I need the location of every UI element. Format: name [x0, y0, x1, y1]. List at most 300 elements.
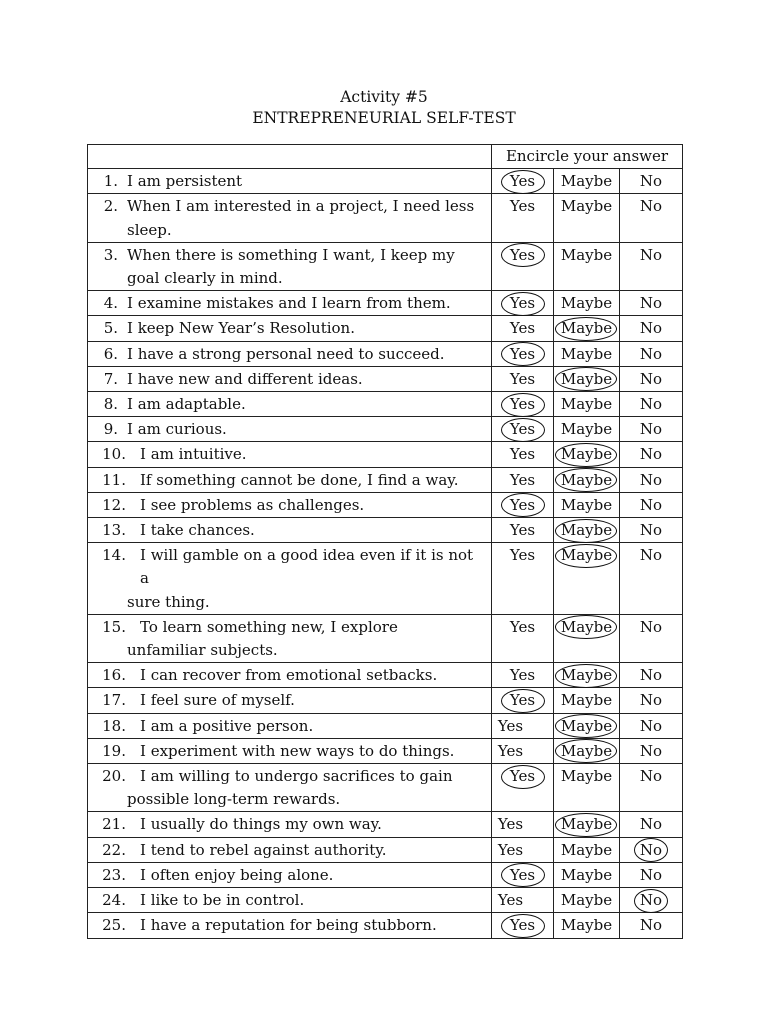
- answer-maybe-cell[interactable]: [554, 862, 620, 887]
- answer-label: Yes: [509, 546, 536, 565]
- answer-maybe-cell[interactable]: [554, 242, 620, 290]
- item-number: 4.: [103, 294, 118, 313]
- answer-label: Yes: [509, 172, 536, 191]
- item-number: 21.: [102, 815, 126, 834]
- answer-option-maybe[interactable]: [561, 864, 612, 887]
- statement-text: I am intuitive.: [140, 445, 247, 464]
- answer-option-no[interactable]: [640, 443, 662, 466]
- answer-yes-cell[interactable]: [492, 467, 554, 492]
- answer-maybe-cell[interactable]: [554, 392, 620, 417]
- answer-circle-mark: [501, 493, 545, 517]
- answer-circle-mark: [501, 243, 545, 267]
- answer-maybe-cell[interactable]: [554, 888, 620, 913]
- statement-cell: [88, 366, 492, 391]
- answer-maybe-cell[interactable]: [554, 812, 620, 837]
- answer-label: Maybe: [560, 916, 613, 935]
- answer-label: Maybe: [560, 445, 613, 464]
- item-number: 20.: [102, 767, 126, 786]
- answer-yes-cell[interactable]: [492, 614, 554, 662]
- answer-maybe-cell[interactable]: [554, 713, 620, 738]
- answer-label: No: [639, 840, 663, 859]
- answer-option-yes[interactable]: [510, 368, 535, 391]
- item-number: 3.: [103, 245, 118, 264]
- statement-cell: [88, 242, 492, 290]
- statement-text: I keep New Year’s Resolution.: [127, 319, 355, 338]
- item-number: 2.: [103, 197, 118, 216]
- answer-label: Yes: [509, 691, 536, 710]
- statement-text: I can recover from emotional setbacks.: [140, 666, 438, 685]
- item-number: 25.: [102, 916, 126, 935]
- statement-cell: [88, 169, 492, 194]
- answer-option-maybe[interactable]: [561, 813, 612, 836]
- statement-cell: [88, 862, 492, 887]
- answer-label: Maybe: [560, 420, 613, 439]
- answer-yes-cell[interactable]: [492, 169, 554, 194]
- statement-cell: [88, 837, 492, 862]
- answer-no-cell[interactable]: [620, 614, 683, 662]
- answer-option-yes[interactable]: [510, 689, 535, 712]
- answer-label: Yes: [509, 395, 536, 414]
- statement-header-cell: [88, 145, 492, 169]
- table-row: [88, 518, 683, 543]
- answer-label: No: [639, 245, 663, 264]
- test-title: ENTREPRENEURIAL SELF-TEST: [252, 109, 516, 127]
- answer-label: Maybe: [560, 344, 613, 363]
- answer-circle-mark: [555, 367, 617, 391]
- answer-option-maybe[interactable]: [561, 393, 612, 416]
- answer-option-yes[interactable]: [510, 292, 535, 315]
- answer-no-cell[interactable]: [620, 688, 683, 713]
- answer-option-maybe[interactable]: [561, 914, 612, 937]
- answer-option-yes[interactable]: [510, 544, 535, 567]
- answer-option-maybe[interactable]: [561, 443, 612, 466]
- statement-text: When there is something I want, I keep my: [127, 245, 455, 264]
- answer-yes-cell[interactable]: [492, 417, 554, 442]
- answer-label: Maybe: [560, 840, 613, 859]
- answer-no-cell[interactable]: [620, 913, 683, 938]
- table-row: [88, 738, 683, 763]
- answer-label: No: [639, 815, 663, 834]
- answer-yes-cell[interactable]: [492, 194, 554, 242]
- table-row: [88, 688, 683, 713]
- answer-label: No: [639, 344, 663, 363]
- answer-option-maybe[interactable]: [561, 689, 612, 712]
- answer-no-cell[interactable]: [620, 366, 683, 391]
- answer-yes-cell[interactable]: [492, 543, 554, 615]
- answer-option-maybe[interactable]: [561, 519, 612, 542]
- answer-circle-mark: [501, 914, 545, 938]
- answer-yes-cell[interactable]: [492, 888, 554, 913]
- answer-no-cell[interactable]: [620, 888, 683, 913]
- answer-option-maybe[interactable]: [561, 664, 612, 687]
- statement-text: I am adaptable.: [127, 395, 246, 414]
- answer-yes-cell[interactable]: [492, 492, 554, 517]
- answer-maybe-cell[interactable]: [554, 837, 620, 862]
- item-number: 14.: [102, 546, 126, 565]
- answer-yes-cell[interactable]: [492, 688, 554, 713]
- answer-option-no[interactable]: [640, 715, 662, 738]
- answer-maybe-cell[interactable]: [554, 614, 620, 662]
- answer-option-maybe[interactable]: [561, 292, 612, 315]
- answer-circle-mark: [501, 170, 545, 194]
- table-row: [88, 194, 683, 242]
- answer-option-no[interactable]: [640, 393, 662, 416]
- answer-maybe-cell[interactable]: [554, 543, 620, 615]
- answer-label: Yes: [509, 916, 536, 935]
- table-row: [88, 764, 683, 812]
- statement-cell: [88, 812, 492, 837]
- answer-option-no[interactable]: [640, 317, 662, 340]
- answer-option-maybe[interactable]: [561, 317, 612, 340]
- statement-cell: [88, 392, 492, 417]
- statement-text: I often enjoy being alone.: [140, 865, 334, 884]
- answer-no-cell[interactable]: [620, 467, 683, 492]
- answer-no-cell[interactable]: [620, 812, 683, 837]
- answer-maybe-cell[interactable]: [554, 417, 620, 442]
- answer-option-yes[interactable]: [510, 864, 535, 887]
- answer-no-cell[interactable]: [620, 837, 683, 862]
- answer-yes-cell[interactable]: [492, 764, 554, 812]
- answer-label: Yes: [509, 865, 536, 884]
- statement-cell: [88, 316, 492, 341]
- item-number: 17.: [102, 691, 126, 710]
- answer-option-yes[interactable]: [498, 813, 523, 836]
- table-row: [88, 291, 683, 316]
- answer-option-yes[interactable]: [510, 195, 535, 218]
- answer-option-maybe[interactable]: [561, 244, 612, 267]
- answer-label: Yes: [509, 470, 536, 489]
- statement-cell: [88, 614, 492, 662]
- answer-maybe-cell[interactable]: [554, 169, 620, 194]
- answer-yes-cell[interactable]: [492, 518, 554, 543]
- answer-maybe-cell[interactable]: [554, 764, 620, 812]
- answer-option-yes[interactable]: [510, 469, 535, 492]
- statement-text: I feel sure of myself.: [140, 691, 295, 710]
- item-number: 10.: [102, 445, 126, 464]
- table-row: [88, 663, 683, 688]
- answer-option-maybe[interactable]: [561, 715, 612, 738]
- statement-cell: [88, 543, 492, 615]
- answer-option-no[interactable]: [640, 544, 662, 567]
- answer-yes-cell[interactable]: [492, 392, 554, 417]
- answer-option-no[interactable]: [640, 689, 662, 712]
- answer-yes-cell[interactable]: [492, 442, 554, 467]
- answer-no-cell[interactable]: [620, 543, 683, 615]
- answer-circle-mark: [555, 739, 617, 763]
- answer-option-no[interactable]: [640, 864, 662, 887]
- statement-text: I have a reputation for being stubborn.: [140, 916, 437, 935]
- answer-maybe-cell[interactable]: [554, 688, 620, 713]
- answer-option-no[interactable]: [640, 519, 662, 542]
- statement-cell: [88, 442, 492, 467]
- answer-circle-mark: [501, 342, 545, 366]
- answer-label: Maybe: [560, 617, 613, 636]
- answer-option-maybe[interactable]: [561, 889, 612, 912]
- answer-option-yes[interactable]: [510, 244, 535, 267]
- statement-text: I have new and different ideas.: [127, 369, 363, 388]
- answer-option-yes[interactable]: [498, 715, 523, 738]
- answer-option-yes[interactable]: [498, 740, 523, 763]
- answer-no-cell[interactable]: [620, 738, 683, 763]
- answer-option-yes[interactable]: [510, 664, 535, 687]
- answer-option-maybe[interactable]: [561, 544, 612, 567]
- answer-label: Yes: [509, 617, 536, 636]
- answer-label: No: [639, 741, 663, 760]
- answer-label: Yes: [509, 445, 536, 464]
- answer-option-no[interactable]: [640, 813, 662, 836]
- statement-text: I examine mistakes and I learn from them.: [127, 294, 451, 313]
- item-number: 7.: [103, 369, 118, 388]
- answer-no-cell[interactable]: [620, 713, 683, 738]
- answer-option-yes[interactable]: [510, 443, 535, 466]
- item-number: 16.: [102, 666, 126, 685]
- answer-label: Maybe: [560, 197, 613, 216]
- answer-yes-cell[interactable]: [492, 713, 554, 738]
- answer-yes-cell[interactable]: [492, 812, 554, 837]
- answer-maybe-cell[interactable]: [554, 913, 620, 938]
- table-row: [88, 837, 683, 862]
- answer-yes-cell[interactable]: [492, 316, 554, 341]
- answer-maybe-cell[interactable]: [554, 341, 620, 366]
- answer-label: No: [639, 916, 663, 935]
- table-row: [88, 417, 683, 442]
- answer-option-yes[interactable]: [498, 889, 523, 912]
- item-number: 1.: [103, 172, 118, 191]
- answer-label: No: [639, 369, 663, 388]
- answer-yes-cell[interactable]: [492, 366, 554, 391]
- answer-yes-cell[interactable]: [492, 291, 554, 316]
- answer-maybe-cell[interactable]: [554, 492, 620, 517]
- answer-no-cell[interactable]: [620, 341, 683, 366]
- table-row: [88, 242, 683, 290]
- answer-yes-cell[interactable]: [492, 913, 554, 938]
- statement-text-continued: unfamiliar subjects.: [127, 641, 278, 660]
- answer-yes-cell[interactable]: [492, 837, 554, 862]
- statement-cell: [88, 518, 492, 543]
- statement-text: When I am interested in a project, I need less: [127, 197, 475, 216]
- answer-option-maybe[interactable]: [561, 343, 612, 366]
- answer-option-yes[interactable]: [498, 839, 523, 862]
- answer-circle-mark: [555, 468, 617, 492]
- item-number: 6.: [103, 344, 118, 363]
- answer-circle-mark: [501, 689, 545, 713]
- answer-option-no[interactable]: [640, 839, 662, 862]
- statement-cell: [88, 688, 492, 713]
- answer-no-cell[interactable]: [620, 862, 683, 887]
- answer-label: Yes: [509, 420, 536, 439]
- answer-maybe-cell[interactable]: [554, 467, 620, 492]
- answer-option-no[interactable]: [640, 469, 662, 492]
- answer-circle-mark: [501, 393, 545, 417]
- answer-label: Yes: [509, 319, 536, 338]
- table-row: [88, 913, 683, 938]
- answer-label: No: [639, 445, 663, 464]
- statement-cell: [88, 194, 492, 242]
- answer-label: No: [639, 197, 663, 216]
- answer-option-yes[interactable]: [510, 393, 535, 416]
- statement-text-continued: goal clearly in mind.: [127, 269, 283, 288]
- answer-yes-cell[interactable]: [492, 663, 554, 688]
- answer-no-cell[interactable]: [620, 663, 683, 688]
- answer-option-yes[interactable]: [510, 317, 535, 340]
- answer-option-yes[interactable]: [510, 170, 535, 193]
- answer-label: Maybe: [560, 319, 613, 338]
- answer-option-no[interactable]: [640, 889, 662, 912]
- answer-label: Yes: [497, 840, 524, 859]
- answer-yes-cell[interactable]: [492, 242, 554, 290]
- answer-no-cell[interactable]: [620, 194, 683, 242]
- statement-cell: [88, 738, 492, 763]
- answer-yes-cell[interactable]: [492, 862, 554, 887]
- item-number: 12.: [102, 495, 126, 514]
- answer-option-maybe[interactable]: [561, 368, 612, 391]
- statement-text: I am a positive person.: [140, 716, 314, 735]
- statement-text: I am curious.: [127, 420, 227, 439]
- statement-text: I take chances.: [140, 521, 255, 540]
- answer-option-yes[interactable]: [510, 765, 535, 788]
- answer-label: Yes: [509, 666, 536, 685]
- answer-label: Maybe: [560, 891, 613, 910]
- answer-option-maybe[interactable]: [561, 469, 612, 492]
- table-row: [88, 713, 683, 738]
- answer-label: Maybe: [560, 741, 613, 760]
- answer-label: Maybe: [560, 815, 613, 834]
- answer-option-maybe[interactable]: [561, 765, 612, 788]
- answer-label: Maybe: [560, 546, 613, 565]
- item-number: 22.: [102, 840, 126, 859]
- answer-option-no[interactable]: [640, 244, 662, 267]
- answer-option-no[interactable]: [640, 616, 662, 639]
- answer-maybe-cell[interactable]: [554, 663, 620, 688]
- answer-option-no[interactable]: [640, 914, 662, 937]
- table-row: [88, 543, 683, 615]
- answer-maybe-cell[interactable]: [554, 316, 620, 341]
- answer-yes-cell[interactable]: [492, 738, 554, 763]
- table-row: [88, 614, 683, 662]
- answer-no-cell[interactable]: [620, 442, 683, 467]
- answer-label: Maybe: [560, 767, 613, 786]
- answer-no-cell[interactable]: [620, 518, 683, 543]
- table-row: [88, 316, 683, 341]
- answer-circle-mark: [501, 292, 545, 316]
- item-number: 9.: [103, 420, 118, 439]
- answer-option-maybe[interactable]: [561, 418, 612, 441]
- answer-column-header: Encircle your answer: [492, 145, 683, 169]
- item-number: 13.: [102, 521, 126, 540]
- statement-text: I will gamble on a good idea even if it is not a: [140, 546, 474, 588]
- answer-option-no[interactable]: [640, 418, 662, 441]
- answer-option-yes[interactable]: [510, 914, 535, 937]
- answer-option-no[interactable]: [640, 494, 662, 517]
- answer-label: Yes: [509, 369, 536, 388]
- answer-circle-mark: [555, 443, 617, 467]
- answer-option-yes[interactable]: [510, 616, 535, 639]
- answer-option-yes[interactable]: [510, 519, 535, 542]
- answer-option-no[interactable]: [640, 740, 662, 763]
- answer-no-cell[interactable]: [620, 242, 683, 290]
- answer-option-no[interactable]: [640, 368, 662, 391]
- statement-text-continued: sleep.: [127, 220, 172, 239]
- answer-option-maybe[interactable]: [561, 170, 612, 193]
- answer-label: No: [639, 470, 663, 489]
- answer-option-maybe[interactable]: [561, 839, 612, 862]
- answer-label: No: [639, 319, 663, 338]
- answer-label: No: [639, 495, 663, 514]
- answer-no-cell[interactable]: [620, 169, 683, 194]
- answer-circle-mark: [555, 615, 617, 639]
- answer-option-no[interactable]: [640, 195, 662, 218]
- answer-circle-mark: [555, 317, 617, 341]
- answer-option-maybe[interactable]: [561, 616, 612, 639]
- answer-label: No: [639, 420, 663, 439]
- answer-no-cell[interactable]: [620, 291, 683, 316]
- answer-label: Maybe: [560, 666, 613, 685]
- activity-title: Activity #5: [340, 88, 428, 106]
- answer-label: Maybe: [560, 865, 613, 884]
- answer-option-yes[interactable]: [510, 418, 535, 441]
- answer-option-no[interactable]: [640, 343, 662, 366]
- statement-text: I have a strong personal need to succeed.: [127, 344, 445, 363]
- answer-label: Maybe: [560, 395, 613, 414]
- statement-text: I see problems as challenges.: [140, 495, 365, 514]
- answer-maybe-cell[interactable]: [554, 518, 620, 543]
- table-row: [88, 341, 683, 366]
- answer-no-cell[interactable]: [620, 316, 683, 341]
- answer-label: Yes: [509, 245, 536, 264]
- answer-label: No: [639, 294, 663, 313]
- answer-option-maybe[interactable]: [561, 740, 612, 763]
- table-row: [88, 467, 683, 492]
- statement-text: I am willing to undergo sacrifices to gain: [140, 767, 453, 786]
- table-row: [88, 812, 683, 837]
- answer-no-cell[interactable]: [620, 417, 683, 442]
- answer-label: Maybe: [560, 521, 613, 540]
- answer-option-yes[interactable]: [510, 343, 535, 366]
- answer-option-yes[interactable]: [510, 494, 535, 517]
- table-row: [88, 492, 683, 517]
- statement-cell: [88, 417, 492, 442]
- answer-option-maybe[interactable]: [561, 195, 612, 218]
- answer-label: Maybe: [560, 294, 613, 313]
- answer-option-no[interactable]: [640, 292, 662, 315]
- answer-label: No: [639, 865, 663, 884]
- statement-cell: [88, 341, 492, 366]
- answer-label: Yes: [497, 741, 524, 760]
- statement-text: I experiment with new ways to do things.: [140, 741, 455, 760]
- answer-label: Maybe: [560, 245, 613, 264]
- answer-maybe-cell[interactable]: [554, 738, 620, 763]
- answer-label: Yes: [509, 521, 536, 540]
- statement-cell: [88, 492, 492, 517]
- answer-option-no[interactable]: [640, 170, 662, 193]
- answer-option-no[interactable]: [640, 765, 662, 788]
- answer-label: No: [639, 172, 663, 191]
- statement-cell: [88, 764, 492, 812]
- answer-no-cell[interactable]: [620, 764, 683, 812]
- answer-maybe-cell[interactable]: [554, 291, 620, 316]
- answer-maybe-cell[interactable]: [554, 194, 620, 242]
- answer-no-cell[interactable]: [620, 392, 683, 417]
- answer-maybe-cell[interactable]: [554, 442, 620, 467]
- item-number: 5.: [103, 319, 118, 338]
- answer-option-maybe[interactable]: [561, 494, 612, 517]
- answer-maybe-cell[interactable]: [554, 366, 620, 391]
- answer-yes-cell[interactable]: [492, 341, 554, 366]
- item-number: 23.: [102, 865, 126, 884]
- answer-option-no[interactable]: [640, 664, 662, 687]
- answer-no-cell[interactable]: [620, 492, 683, 517]
- statement-cell: [88, 913, 492, 938]
